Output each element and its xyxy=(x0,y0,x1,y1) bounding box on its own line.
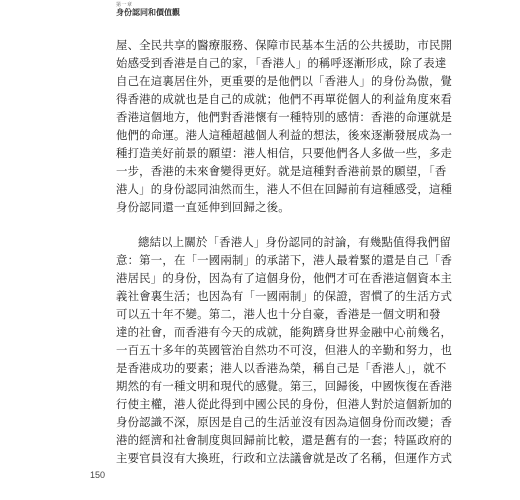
text-line: 身份認識不深，原因是自己的生活並沒有因為這個身份而改變；香 xyxy=(116,415,453,429)
text-line: 是香港成功的要素；港人以香港為榮，稱自己是「香港人」，就不 xyxy=(116,361,447,375)
text-line: 始感受到香港是自己的家，「香港人」的稱呼逐漸形成，除了表達 xyxy=(116,56,447,70)
text-line: 主要官員沒有大換班，行政和立法議會就是改了名稱，但運作方式 xyxy=(116,451,453,465)
text-line: 港人」的身份認同油然而生，港人不但在回歸前有這種感受，這種 xyxy=(116,182,453,196)
text-line: 身份認同還一直延伸到回歸之後。 xyxy=(116,200,290,214)
text-line: 總結以上關於「香港人」身份認同的討論，有幾點值得我們留 xyxy=(138,235,451,249)
text-line: 他們的命運。港人這種超越個人利益的想法，後來逐漸發展成為一 xyxy=(116,128,453,142)
text-line: 自己在這裏居住外，更重要的是他們以「香港人」的身份為傲，覺 xyxy=(116,74,453,88)
text-line: 香港這個地方，他們對香港懷有一種特別的感情：香港的命運就是 xyxy=(116,110,453,124)
page-number: 150 xyxy=(90,470,106,480)
running-header xyxy=(116,2,180,18)
text-line: 屋、全民共享的醫療服務、保障市民基本生活的公共援助，市民開 xyxy=(116,38,453,52)
text-line: 一步，香港的未來會變得更好。就是這種對香港前景的願望，「香 xyxy=(116,164,447,178)
text-line: 種打造美好前景的願望：港人相信，只要他們各人多做一些，多走 xyxy=(116,146,453,160)
text-line: 達的社會，而香港有今天的成就，能夠躋身世界金融中心前幾名， xyxy=(116,325,453,339)
text-line: 行使主權，港人從此得到中國公民的身份，但港人對於這個新加的 xyxy=(116,397,453,411)
header-section-label: 第一章 xyxy=(116,2,133,8)
text-line: 期然的有一種文明和現代的感覺。第三，回歸後，中國恢復在香港 xyxy=(116,379,453,393)
text-line: 可以五十年不變。第二，港人也十分自豪，香港是一個文明和發 xyxy=(116,307,441,321)
paragraph-2 xyxy=(116,233,453,467)
text-line: 得香港的成就也是自己的成就；他們不再單從個人的利益角度來看 xyxy=(116,92,453,106)
header-chapter-title: 身份認同和價值觀 xyxy=(116,8,180,17)
text-line: 一百五十多年的英國管治自然功不可沒，但港人的辛勤和努力，也 xyxy=(116,343,453,357)
text-line: 意：第一，在「一國兩制」的承諾下，港人最着緊的還是自己「香 xyxy=(116,253,453,267)
body-text xyxy=(116,36,453,467)
text-line: 港居民」的身份，因為有了這個身份，他們才可在香港這個資本主 xyxy=(116,271,453,285)
text-line: 港的經濟和社會制度與回歸前比較，還是舊有的一套；特區政府的 xyxy=(116,433,453,447)
text-line: 義社會裏生活；也因為有「一國兩制」的保證，習慣了的生活方式 xyxy=(116,289,453,303)
paragraph-1 xyxy=(116,36,453,216)
